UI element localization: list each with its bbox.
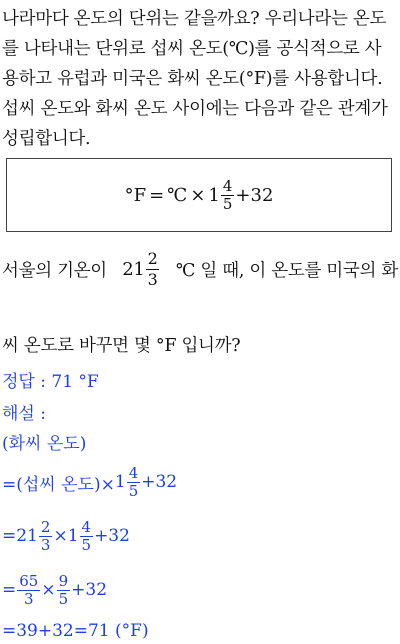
- intro-line: 성립합니다.: [2, 129, 91, 149]
- denominator: 5: [128, 481, 139, 500]
- denominator: 5: [58, 589, 69, 608]
- step-prefix: =: [2, 526, 17, 546]
- fahrenheit-label-text: (화씨 온도): [2, 433, 87, 454]
- step-prefix: =(섭씨 온도)×: [2, 474, 115, 495]
- mixed-whole: 1: [67, 526, 79, 546]
- conversion-formula-box: [6, 158, 392, 232]
- mixed-whole: 1: [114, 472, 126, 492]
- question-line-1: [2, 244, 398, 294]
- question-prefix: 서울의 기온이: [2, 260, 107, 281]
- question-line-2: [2, 330, 398, 358]
- constant: 32: [250, 184, 274, 206]
- denominator: 3: [40, 535, 51, 554]
- conversion-formula: [125, 178, 274, 213]
- numerator: 2: [147, 248, 158, 268]
- equals-sign: =: [149, 184, 165, 206]
- fraction: [80, 519, 94, 554]
- denominator: 3: [24, 589, 34, 608]
- answer-label: [2, 366, 99, 392]
- answer-text: 정답 : 71 °F: [2, 371, 99, 392]
- fraction: [17, 573, 40, 608]
- fahrenheit-symbol: °F: [124, 184, 147, 206]
- fraction: [127, 465, 141, 500]
- question-suffix: ℃ 일 때, 이 온도를 미국의 화: [175, 260, 398, 281]
- question-line-2-text: 씨 온도로 바꾸면 몇 °F 입니까?: [2, 335, 241, 356]
- fraction: [221, 178, 235, 213]
- numerator: 4: [222, 176, 233, 195]
- times-sign: ×: [53, 526, 68, 546]
- explanation-text: 해설 :: [2, 403, 46, 424]
- solution-step-1: [2, 460, 177, 504]
- final-result: =39+32=71 (°F): [2, 621, 149, 641]
- intro-line: 나라마다 온도의 단위는 같을까요? 우리나라는 온도: [2, 9, 387, 29]
- solution-step-3: [2, 566, 107, 614]
- mixed-whole: 21: [122, 258, 145, 280]
- step-suffix: +32: [141, 472, 178, 492]
- intro-line: 를 나타내는 단위로 섭씨 온도(℃)를 공식적으로 사: [2, 39, 382, 59]
- mixed-whole: 21: [16, 526, 38, 546]
- denominator: 3: [147, 269, 158, 289]
- plus-sign: +: [235, 184, 251, 206]
- intro-line: 섭씨 온도와 화씨 온도 사이에는 다음과 같은 관계가: [2, 99, 388, 119]
- denominator: 5: [222, 194, 233, 213]
- solution-step-2: [2, 512, 130, 560]
- times-sign: ×: [190, 184, 206, 206]
- mixed-whole: 1: [208, 184, 220, 206]
- times-sign: ×: [41, 580, 56, 600]
- celsius-symbol: ℃: [167, 184, 188, 206]
- seoul-temperature: [122, 249, 160, 290]
- denominator: 5: [81, 535, 92, 554]
- fahrenheit-label: [2, 428, 86, 454]
- numerator: 4: [128, 463, 139, 482]
- fraction: [39, 519, 53, 554]
- numerator: 9: [58, 571, 69, 590]
- fraction: [57, 573, 71, 608]
- numerator: 4: [81, 517, 92, 536]
- step-suffix: +32: [94, 526, 130, 546]
- explanation-label: [2, 398, 46, 424]
- solution-step-4: [2, 618, 149, 644]
- step-suffix: +32: [71, 580, 108, 600]
- intro-line: 용하고 유럽과 미국은 화씨 온도(°F)를 사용합니다.: [2, 69, 383, 89]
- numerator: 2: [40, 517, 51, 536]
- numerator: 65: [19, 571, 39, 590]
- step-prefix: =: [2, 580, 17, 600]
- fraction: [146, 249, 160, 290]
- problem-intro: [2, 4, 398, 154]
